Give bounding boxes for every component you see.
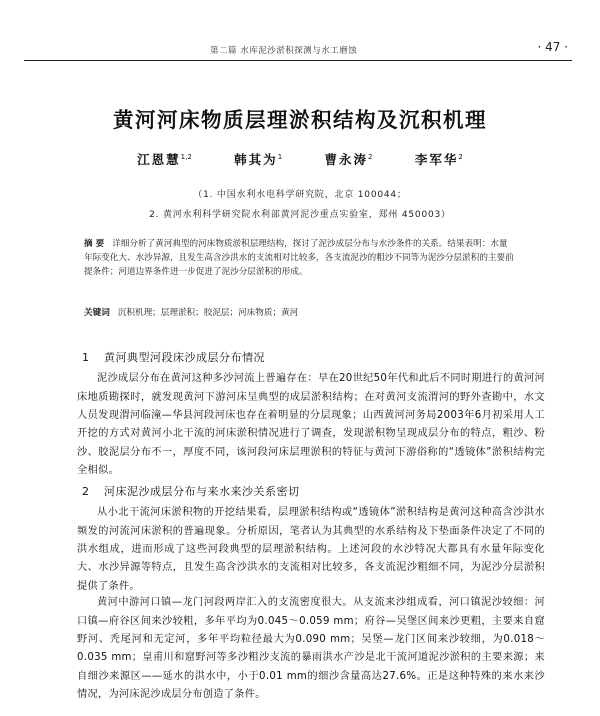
author xyxy=(137,152,192,167)
author-affiliation-mark: 1 xyxy=(277,152,283,161)
author-affiliation-mark: 2 xyxy=(458,152,463,161)
section-title: 黄河典型河段床沙成层分布情况 xyxy=(104,351,265,364)
abstract xyxy=(84,237,516,279)
abstract-label: 摘 要 xyxy=(84,239,105,249)
keywords-text: 沉积机理；层理淤积；胶泥层；河床物质；黄河 xyxy=(117,308,299,318)
author-name: 李军华 xyxy=(414,152,459,167)
author xyxy=(234,152,282,167)
author xyxy=(415,152,463,167)
keywords-label: 关键词 xyxy=(84,308,110,318)
author-affiliation-mark: 2 xyxy=(368,152,373,161)
paper-title: 黄河河床物质层理淤积结构及沉积机理 xyxy=(113,108,487,132)
body-paragraph: 泥沙成层分布在黄河这种多沙河流上普遍存在：早在20世纪50年代和此后不同时期进行的黄河河床地质勘探时，就发现黄河下游河床呈典型的成层淤积结构；在对黄河支流渭河的野外查勘中，水文人员发现渭河临潼—华县河段河床也存在着明显的分层现象；山西黄河河务局2003年6月初采用人工开挖的方式对黄河小北干流的河床淤积情况进行了调查，发现淤积物呈现成层分布的特点，粗沙、粉沙、胶泥层分布不一，厚度不同，该河段河床层理淤积的特征与黄河下游俗称的“透镜体”淤积结构完全相似。 xyxy=(77,373,545,477)
affiliation-line: （1. 中国水利水电科学研究院，北京 100044； xyxy=(193,190,407,200)
running-header xyxy=(24,38,572,61)
author-name: 曹永涛 xyxy=(324,152,369,167)
author-affiliation-mark: 1,2 xyxy=(180,152,192,161)
abstract-text: 详细分析了黄河典型的河床物质淤积层理结构，探讨了泥沙成层分布与水沙条件的关系。结果表明：水量年际变化大、水沙异源，且发生高含沙洪水的支流相对比较多，各支流泥沙的粗沙不同等为泥沙分层淤积的主要前提条件；河道边界条件进一步促进了泥沙分层淤积的形成。 xyxy=(84,239,514,277)
keywords xyxy=(84,306,516,318)
page-number: · 47 · xyxy=(537,40,568,54)
author-name: 江恩慧 xyxy=(137,152,181,167)
author xyxy=(325,152,373,167)
body-paragraph: 从小北干流河床淤积物的开挖结果看，层理淤积结构或“透镜体”淤积结构是黄河这种高含沙洪水频发的河流河床淤积的普遍现象。分析原因，笔者认为其典型的水系结构及下垫面条件决定了不同的洪水组成，进而形成了这些河段典型的层理淤积结构。上述河段的水沙特况大都具有水量年际变化大、水沙异源等特点，且发生高含沙洪水的支流相对比较多，各支流泥沙粗细不同，为泥沙分层淤积提供了条件。 xyxy=(77,507,545,592)
section-heading xyxy=(82,349,265,365)
body-paragraph: 黄河中游河口镇—龙门河段两岸汇入的支流密度很大。从支流来沙组成看，河口镇泥沙较细：河口镇—府谷区间来沙较粗，多年平均为0.045～0.059 mm；府谷—吴堡区间来沙更粗，主要来自窟野河、秃尾河和无定河，多年平均粒径最大为0.090 mm；吴堡—龙门区间来沙较细，为0.018～0.035 mm；皇甫川和窟野河等多沙粗沙支流的暴雨洪水产沙是北干流河道泥沙淤积的主要来源；来自细沙来源区——延水的洪水中，小于0.01 mm的细沙含量高达27.6%。正是这种特殊的来水来沙情况，为河床泥沙成层分布创造了条件。 xyxy=(77,597,545,701)
author-list xyxy=(0,150,600,168)
author-name: 韩其为 xyxy=(234,152,278,167)
running-title: 第二篇 水库泥沙淤积探测与水工磨蚀 xyxy=(210,46,358,56)
section-heading xyxy=(82,483,300,499)
section-number: 2 xyxy=(82,485,90,498)
section-title: 河床泥沙成层分布与来水来沙关系密切 xyxy=(104,485,300,498)
affiliation-line: 2. 黄河水利科学研究院水利部黄河泥沙重点实验室，郑州 450003） xyxy=(149,210,451,220)
section-number: 1 xyxy=(82,351,90,364)
